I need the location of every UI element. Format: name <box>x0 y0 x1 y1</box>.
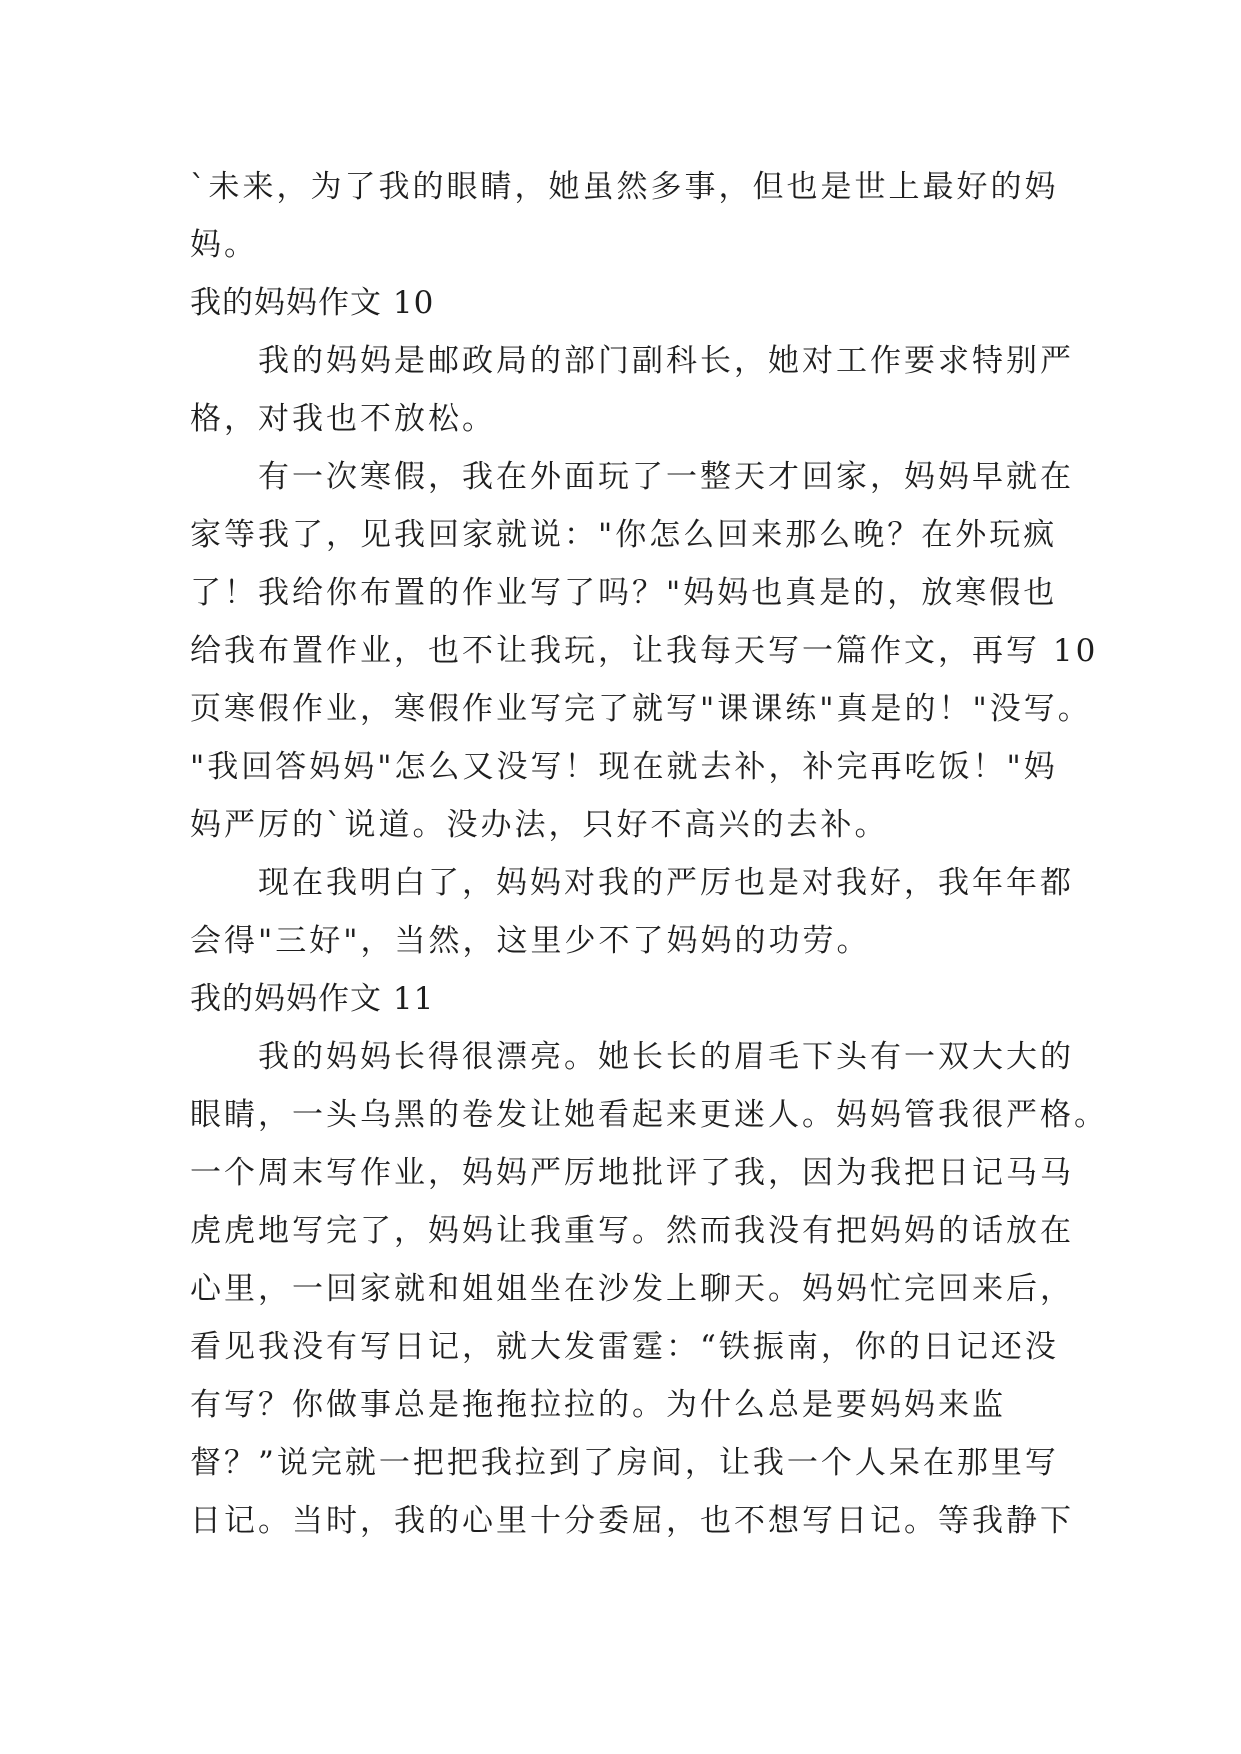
text-line: 眼睛，一头乌黑的卷发让她看起来更迷人。妈妈管我很严格。 <box>190 1097 1108 1133</box>
essay-text <box>190 158 1108 1550</box>
text-line: 虎虎地写完了，妈妈让我重写。然而我没有把妈妈的话放在 <box>190 1213 1074 1249</box>
text-line: 妈。 <box>190 227 258 263</box>
text-line: 格，对我也不放松。 <box>190 401 496 437</box>
paragraph-first-line: 现在我明白了，妈妈对我的严厉也是对我好，我年年都 <box>258 865 1074 901</box>
paragraph-first-line: 我的妈妈长得很漂亮。她长长的眉毛下头有一双大大的 <box>258 1039 1074 1075</box>
text-line: "我回答妈妈"怎么又没写！现在就去补，补完再吃饭！"妈 <box>190 749 1058 785</box>
section-heading: 我的妈妈作文 10 <box>190 285 435 321</box>
text-line: 督？”说完就一把把我拉到了房间，让我一个人呆在那里写 <box>190 1445 1059 1481</box>
text-line: 有写？你做事总是拖拖拉拉的。为什么总是要妈妈来监 <box>190 1387 1006 1423</box>
text-line: 会得"三好"，当然，这里少不了妈妈的功劳。 <box>190 923 871 959</box>
text-line: 看见我没有写日记，就大发雷霆：“铁振南，你的日记还没 <box>190 1329 1059 1365</box>
text-line: 页寒假作业，寒假作业写完了就写"课课练"真是的！"没写。 <box>190 691 1092 727</box>
text-line: 一个周末写作业，妈妈严厉地批评了我，因为我把日记马马 <box>190 1155 1074 1191</box>
text-line: 日记。当时，我的心里十分委屈，也不想写日记。等我静下 <box>190 1503 1074 1539</box>
text-line: `未来，为了我的眼睛，她虽然多事，但也是世上最好的妈 <box>190 169 1059 205</box>
paragraph-first-line: 有一次寒假，我在外面玩了一整天才回家，妈妈早就在 <box>258 459 1074 495</box>
text-line: 家等我了，见我回家就说："你怎么回来那么晚？在外玩疯 <box>190 517 1058 553</box>
text-line: 了！我给你布置的作业写了吗？"妈妈也真是的，放寒假也 <box>190 575 1058 611</box>
section-heading: 我的妈妈作文 11 <box>190 981 435 1017</box>
paragraph-first-line: 我的妈妈是邮政局的部门副科长，她对工作要求特别严 <box>258 343 1074 379</box>
text-line: 心里，一回家就和姐姐坐在沙发上聊天。妈妈忙完回来后， <box>190 1271 1074 1307</box>
text-line: 给我布置作业，也不让我玩，让我每天写一篇作文，再写 10 <box>190 633 1099 669</box>
text-line: 妈严厉的`说道。没办法，只好不高兴的去补。 <box>190 807 889 843</box>
